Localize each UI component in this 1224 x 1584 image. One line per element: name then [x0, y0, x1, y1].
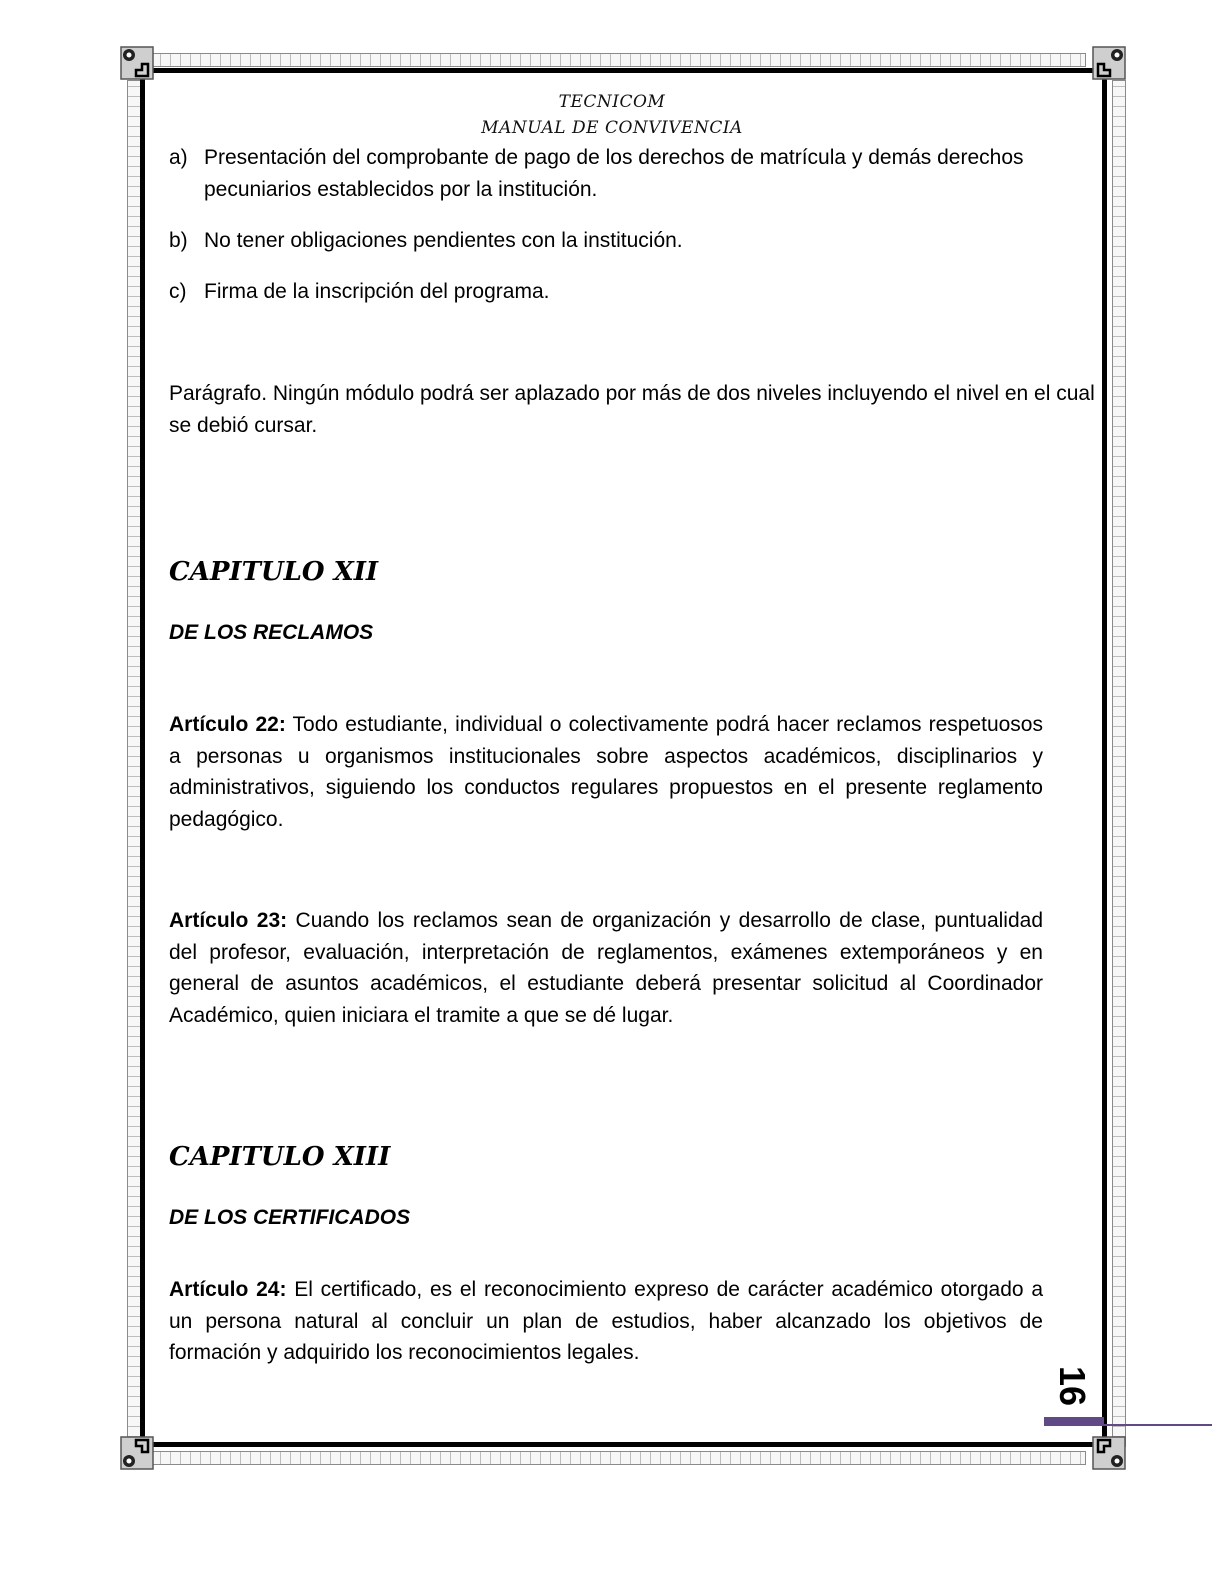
corner-ornament-icon	[120, 1436, 154, 1470]
corner-ornament-icon	[1092, 46, 1126, 80]
article-24	[169, 1274, 1043, 1369]
border-band-bottom	[140, 1451, 1086, 1465]
frame-line-top	[146, 68, 1102, 73]
article-22-label: Artículo 22:	[169, 713, 286, 736]
frame-line-left	[140, 72, 145, 1446]
article-23	[169, 905, 1043, 1031]
list-item	[169, 225, 1043, 257]
article-22-text: Todo estudiante, individual o colectivamente podrá hacer reclamos respetuosos a personas u organismos institucionales sobre aspectos académicos, disciplinarios y administrativos, siguiendo los conductos regulares propuestos en el presente reglamento pedagógico.	[169, 713, 1043, 831]
chapter-13-title: CAPITULO XIII	[169, 1142, 391, 1172]
border-band-right	[1112, 80, 1126, 1447]
frame-line-right	[1102, 72, 1107, 1446]
paragrafo-text: Parágrafo. Ningún módulo podrá ser aplazado por más de dos niveles incluyendo el nivel en el cual se debió cursar.	[169, 382, 1095, 437]
article-24-label: Artículo 24:	[169, 1278, 287, 1301]
border-band-left	[127, 80, 141, 1447]
header-institution: TECNICOM	[558, 92, 666, 112]
list-item-text: No tener obligaciones pendientes con la institución.	[204, 229, 683, 252]
header-document-title: MANUAL DE CONVIVENCIA	[481, 118, 743, 138]
list-item-text: Firma de la inscripción del programa.	[204, 280, 550, 303]
article-23-label: Artículo 23:	[169, 909, 288, 932]
page-number: 16	[1052, 1365, 1093, 1407]
list-item	[169, 142, 1043, 205]
list-marker: a)	[169, 146, 188, 169]
frame-line-bottom	[146, 1442, 1102, 1447]
page-number-rule	[1104, 1424, 1212, 1426]
list-marker: b)	[169, 229, 188, 252]
corner-ornament-icon	[120, 46, 154, 80]
article-22	[169, 709, 1043, 835]
article-23-text: Cuando los reclamos sean de organización y desarrollo de clase, puntualidad del profesor, evaluación, interpretación de reglamentos, exámenes extemporáneos y en general de asuntos académicos, el estudiante deberá presentar solicitud al Coordinador Académico, quien iniciara el tramite a que se dé lugar.	[169, 909, 1043, 1027]
page-number-bar	[1044, 1417, 1104, 1426]
chapter-13-subtitle: DE LOS CERTIFICADOS	[169, 1206, 411, 1229]
chapter-12-subtitle: DE LOS RECLAMOS	[169, 621, 374, 644]
list-item-text: Presentación del comprobante de pago de los derechos de matrícula y demás derechos pecuniarios establecidos por la institución.	[204, 146, 1024, 201]
article-24-text: El certificado, es el reconocimiento expreso de carácter académico otorgado a un persona natural al concluir un plan de estudios, haber alcanzado los objetivos de formación y adquirido los reconocimientos legales.	[169, 1278, 1043, 1364]
corner-ornament-icon	[1092, 1436, 1126, 1470]
border-band-top	[140, 53, 1086, 67]
chapter-12-title: CAPITULO XII	[169, 557, 379, 587]
list-marker: c)	[169, 280, 187, 303]
list-item	[169, 276, 1043, 308]
